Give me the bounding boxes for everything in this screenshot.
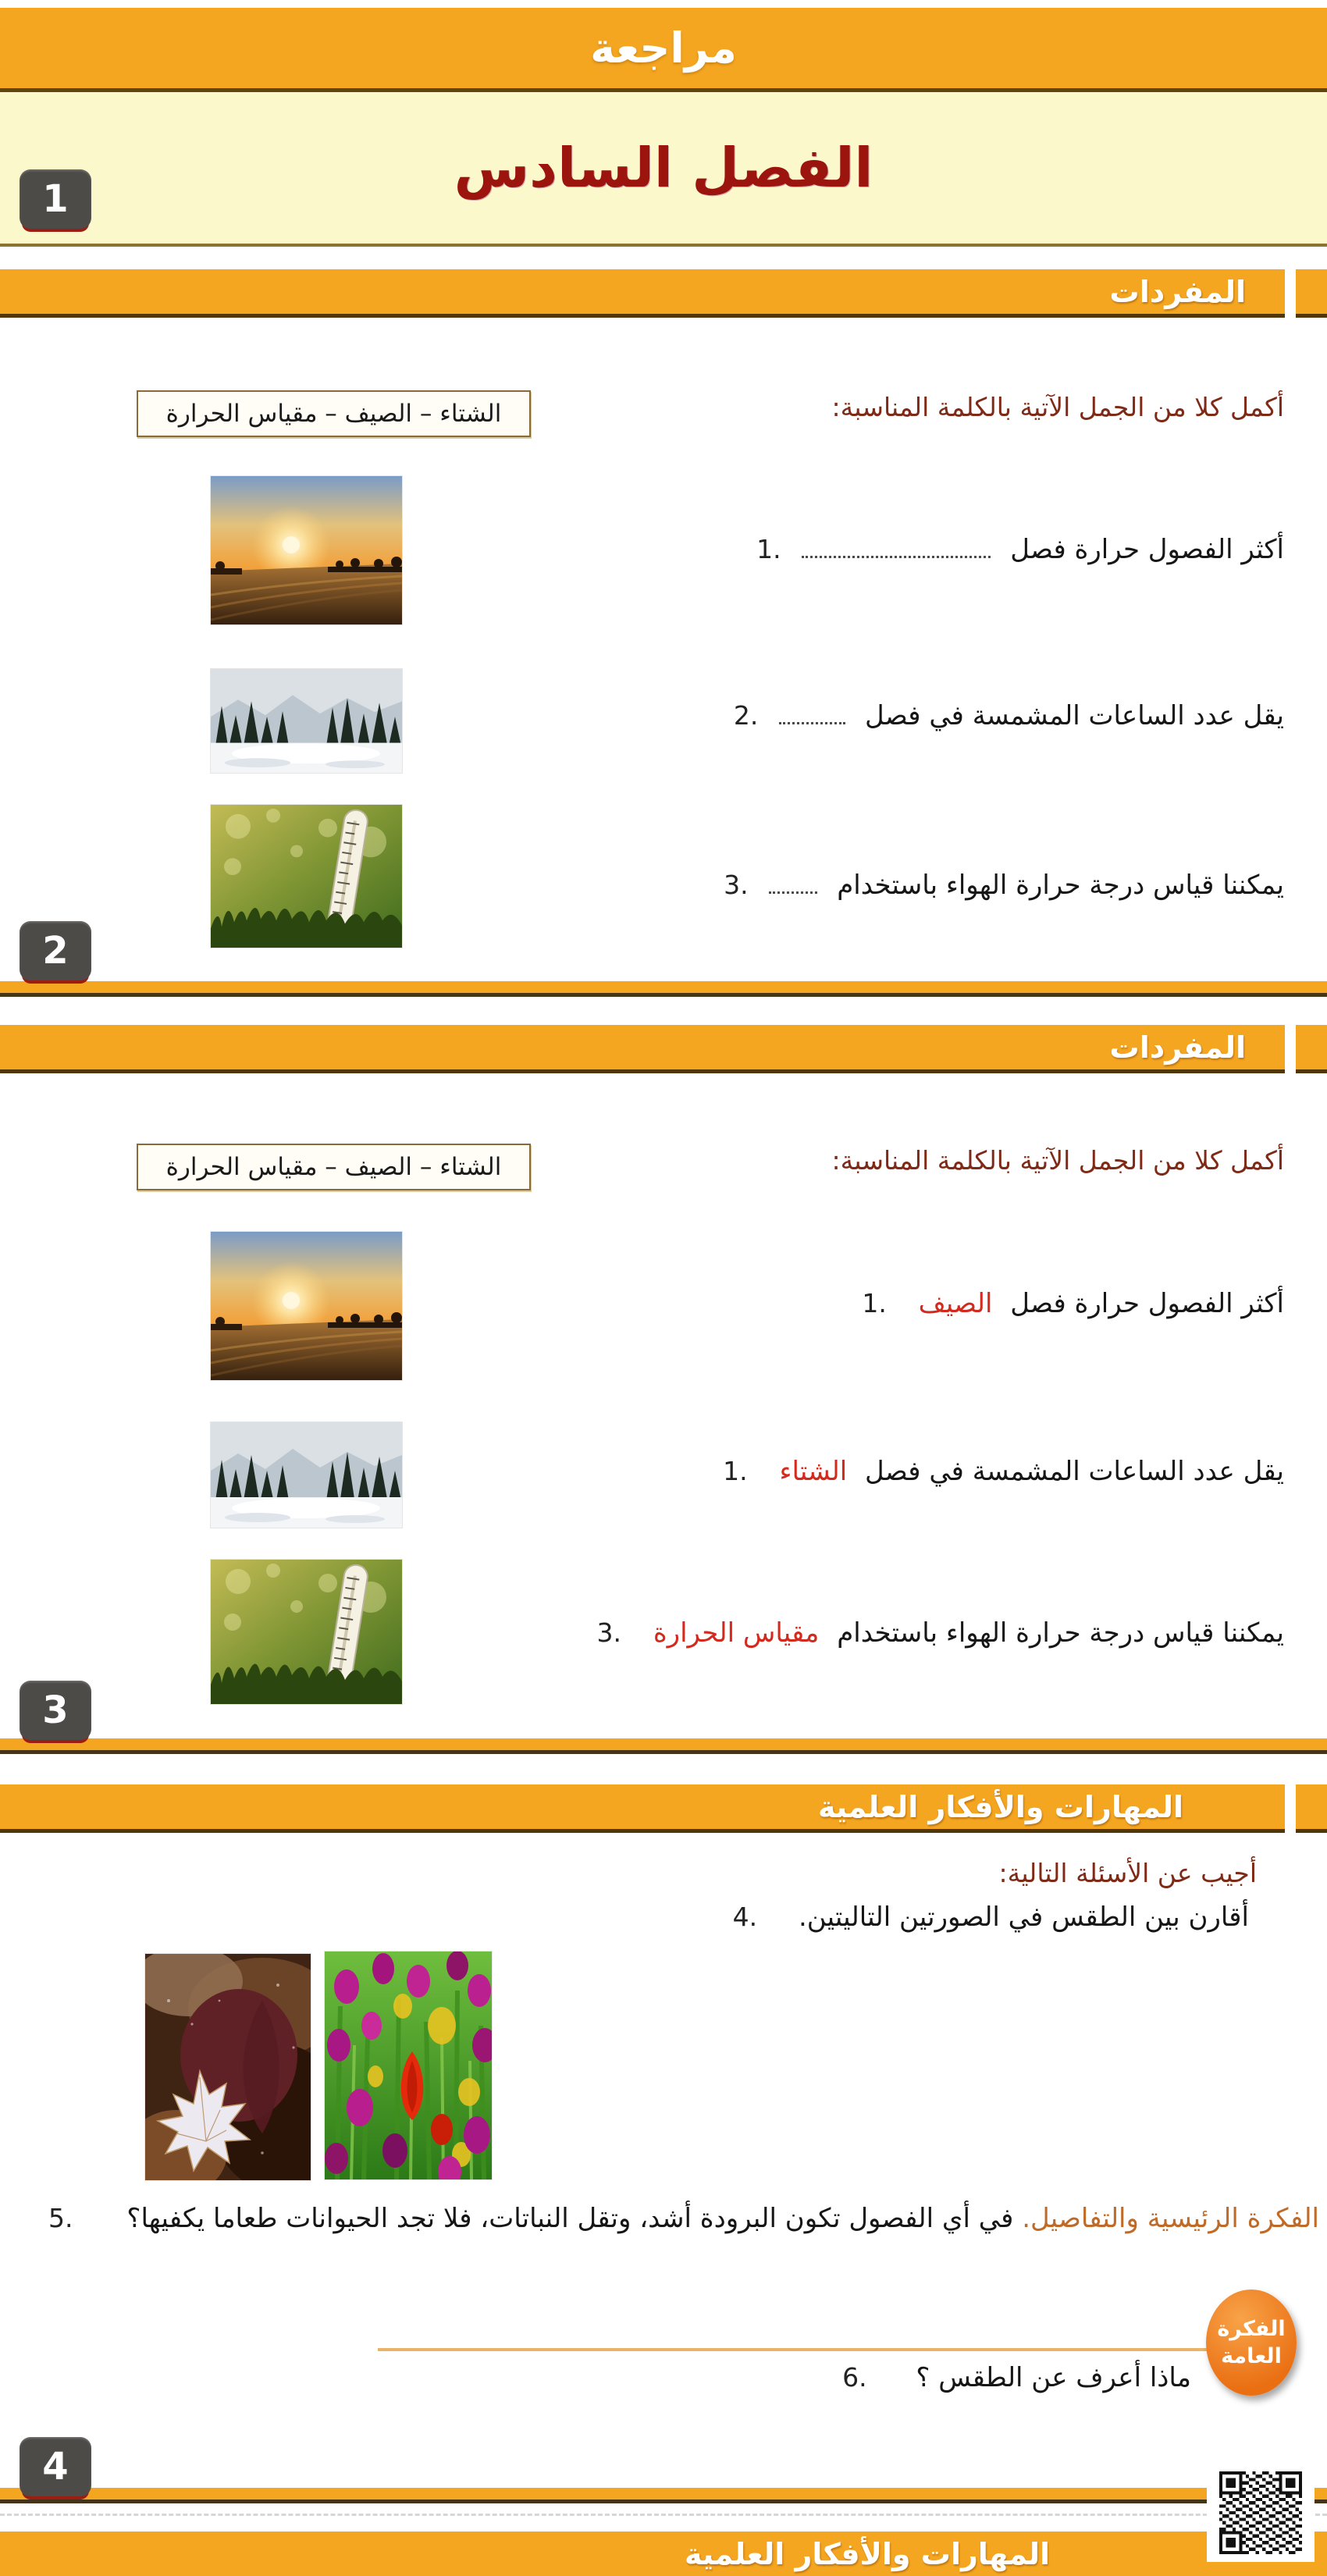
section-header-vocab-2 bbox=[0, 1025, 1285, 1073]
step-badge-1-label: 1 bbox=[42, 177, 69, 221]
step-badge-2 bbox=[20, 921, 91, 980]
answered-question-row-1 bbox=[862, 1288, 1284, 1319]
qr-code bbox=[1207, 2464, 1315, 2562]
section-divider bbox=[0, 981, 1327, 997]
answered-question-row-3 bbox=[597, 1617, 1284, 1649]
step-badge-1 bbox=[20, 169, 91, 229]
review-header-bar bbox=[0, 8, 1327, 92]
answered-question-row-2 bbox=[723, 1456, 1284, 1487]
question-text: أكثر الفصول حرارة فصل bbox=[1010, 1288, 1284, 1319]
header-side-strip bbox=[1296, 1784, 1327, 1833]
question-text: يقل عدد الساعات المشمسة في فصل bbox=[865, 1456, 1284, 1487]
question-row-2 bbox=[734, 700, 1284, 731]
answer-text: الصيف bbox=[918, 1288, 993, 1319]
step-badge-2-label: 2 bbox=[42, 929, 69, 973]
question-number: 1. bbox=[756, 534, 781, 564]
question-text: أكثر الفصول حرارة فصل bbox=[1010, 534, 1284, 565]
step-badge-4-label: 4 bbox=[42, 2445, 69, 2489]
chapter-title: الفصل السادس bbox=[454, 136, 873, 200]
question-text: يقل عدد الساعات المشمسة في فصل bbox=[865, 700, 1284, 731]
footer-dashed-rule bbox=[0, 2514, 1327, 2516]
question-number: 6. bbox=[842, 2362, 867, 2393]
question-number: 1. bbox=[723, 1456, 748, 1486]
summer-sunset-photo bbox=[211, 1232, 402, 1380]
main-idea-line1: الفكرة bbox=[1217, 2316, 1286, 2341]
question-row-1 bbox=[756, 534, 1284, 565]
thermometer-photo bbox=[211, 805, 402, 948]
winter-snow-photo bbox=[211, 1422, 402, 1528]
word-bank-box: الشتاء – الصيف – مقياس الحرارة bbox=[137, 1144, 531, 1190]
section-header-vocab-1 bbox=[0, 269, 1285, 318]
answer-blank bbox=[802, 554, 991, 558]
question-number: 4. bbox=[732, 1902, 758, 1932]
answer-blank bbox=[769, 890, 817, 894]
section-header-label: المفردات bbox=[1109, 1030, 1246, 1065]
answer-blank bbox=[779, 720, 845, 724]
review-title: مراجعة bbox=[590, 23, 737, 73]
question-text bbox=[126, 2203, 1319, 2234]
question-row-6 bbox=[842, 2362, 1191, 2393]
main-idea-line2: العامة bbox=[1221, 2344, 1282, 2368]
chapter-banner bbox=[0, 92, 1327, 247]
header-side-strip bbox=[1296, 269, 1327, 318]
question-lead: الفكرة الرئيسية والتفاصيل. bbox=[1022, 2203, 1319, 2234]
answer-text: الشتاء bbox=[779, 1456, 848, 1487]
instruction-text: أكمل كلا من الجمل الآتية بالكلمة المناسبة: bbox=[831, 392, 1284, 422]
question-number: 5. bbox=[48, 2203, 73, 2233]
qr-code-icon bbox=[1219, 2471, 1302, 2554]
answer-text: مقياس الحرارة bbox=[653, 1617, 820, 1649]
summer-sunset-photo bbox=[211, 476, 402, 624]
step-badge-3 bbox=[20, 1681, 91, 1740]
word-bank-box: الشتاء – الصيف – مقياس الحرارة bbox=[137, 390, 531, 437]
footer-bar-label: المهارات والأفكار العلمية bbox=[684, 2536, 1050, 2571]
section-divider bbox=[0, 1738, 1327, 1754]
instruction-text: أجيب عن الأسئلة التالية: bbox=[998, 1858, 1257, 1888]
question-number: 3. bbox=[724, 870, 749, 900]
question-text: يمكننا قياس درجة حرارة الهواء باستخدام bbox=[837, 870, 1284, 901]
question-body: في أي الفصول تكون البرودة أشد، وتقل النباتات، فلا تجد الحيوانات طعاما يكفيها؟ bbox=[126, 2203, 1014, 2234]
answer-write-line bbox=[378, 2348, 1215, 2351]
question-row-5 bbox=[48, 2203, 1319, 2234]
spring-tulips-photo bbox=[325, 1952, 492, 2179]
question-row-4 bbox=[733, 1902, 1249, 1933]
question-row-3 bbox=[724, 870, 1284, 901]
header-side-strip bbox=[1296, 1025, 1327, 1073]
step-badge-3-label: 3 bbox=[42, 1688, 69, 1732]
question-text: أقارن بين الطقس في الصورتين التاليتين. bbox=[798, 1902, 1249, 1933]
footer-section-bar bbox=[0, 2532, 1327, 2576]
step-badge-4 bbox=[20, 2437, 91, 2496]
question-text: يمكننا قياس درجة حرارة الهواء باستخدام bbox=[837, 1617, 1284, 1649]
question-text: ماذا أعرف عن الطقس ؟ bbox=[916, 2362, 1191, 2393]
question-number: 3. bbox=[596, 1617, 622, 1648]
section-header-label: المفردات bbox=[1109, 274, 1246, 309]
question-number: 2. bbox=[733, 700, 759, 731]
section-header-skills bbox=[0, 1784, 1285, 1833]
main-idea-badge bbox=[1206, 2290, 1297, 2396]
thermometer-photo bbox=[211, 1560, 402, 1704]
footer-divider bbox=[0, 2488, 1327, 2503]
instruction-text: أكمل كلا من الجمل الآتية بالكلمة المناسبة: bbox=[831, 1145, 1284, 1176]
section-header-label: المهارات والأفكار العلمية bbox=[817, 1789, 1183, 1824]
question-number: 1. bbox=[862, 1288, 887, 1318]
winter-snow-photo bbox=[211, 669, 402, 773]
autumn-leaves-photo bbox=[145, 1954, 311, 2180]
